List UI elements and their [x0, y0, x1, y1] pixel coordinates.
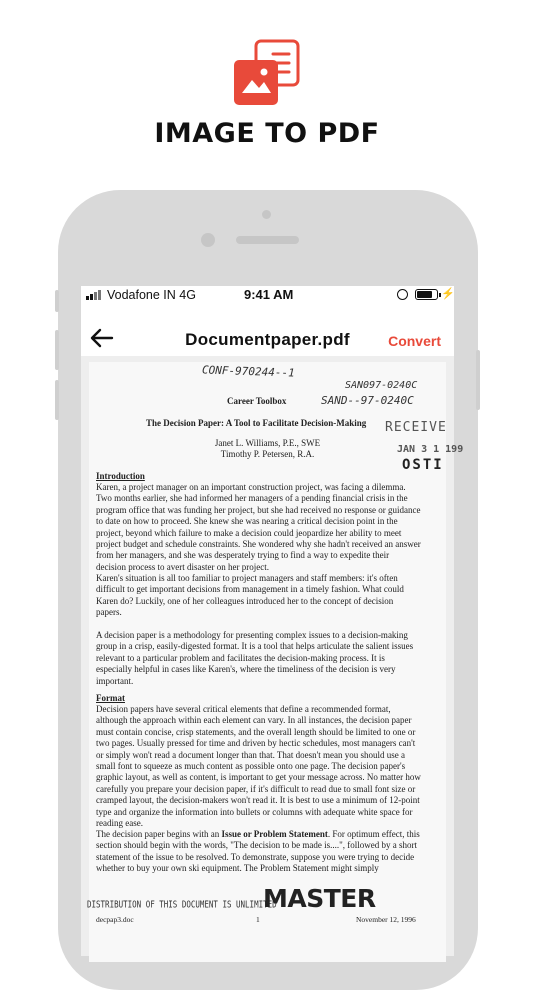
document-page: [87, 362, 464, 962]
osti-stamp: OSTI: [402, 457, 444, 473]
paragraph-5: The decision paper begins with an Issue or Problem Statement. For optimum effect, this section should begin with the words, "The decision to be made is....", followed by a short statement of the issue to be resolved. To demonstrate, suppose you were trying to decide whether to buy your own ski equipment. The Problem Statement might simply: [96, 829, 420, 874]
status-time: 9:41 AM: [244, 287, 294, 302]
series-title: Career Toolbox: [227, 396, 287, 406]
paragraph-2: Karen's situation is all too familiar to project managers and staff members: it's often difficult to get important decisions from management in a timely fashion. What could Karen do? Luckily, one of her colleagues introduced her to the concept of decision papers.: [96, 573, 404, 618]
image-to-pdf-icon: [233, 40, 301, 106]
handwritten-number-3: SAND--97-0240C: [321, 394, 414, 407]
distribution-stamp: DISTRIBUTION OF THIS DOCUMENT IS UNLIMITED: [87, 898, 277, 911]
author-2: Timothy P. Petersen, R.A.: [220, 449, 315, 459]
convert-button[interactable]: Convert: [388, 333, 441, 349]
phone-volume-down: [55, 380, 59, 420]
phone-speaker: [236, 236, 299, 244]
footer-date: November 12, 1996: [356, 915, 416, 924]
phone-sensor: [262, 210, 271, 219]
phone-camera: [201, 233, 215, 247]
paragraph-1: Karen, a project manager on an important construction project, was facing a dilemma. Two months earlier, she had informed her managers of a pending financial crisis in the program office that was funding her project, but she had received no response or guidance to date on how to proceed. She knew she was nearing a critical decision point in the project, beyond which failure to make a decision could jeopardize her ability to meet project budget and schedule constraints. She wondered why she hadn't received an answer from her managers, and she was desperately trying to find a way to expedite their decision process to avert disaster on her project.: [96, 482, 421, 572]
charging-icon: ⚡: [441, 288, 455, 300]
status-bar: [81, 286, 454, 306]
paragraph-3: A decision paper is a methodology for presenting complex issues to a decision-making group in a crisp, easily-digested format. It is a tool that helps articulate the salient issues relevant to a particular problem and facilitates the decision-making process. It is especially helpful in cases like Karen's, where the timeliness of the decision is very important.: [96, 630, 414, 686]
document-title: Documentpaper.pdf: [185, 330, 350, 349]
hero-title: IMAGE TO PDF: [154, 118, 380, 149]
phone-screen: [81, 286, 464, 950]
intro-heading: Introduction: [96, 471, 145, 481]
phone-side-button: [55, 290, 59, 312]
issue-statement-term: Issue or Problem Statement: [221, 829, 328, 839]
format-heading: Format: [96, 693, 125, 703]
carrier-name: Vodafone IN 4G: [107, 288, 196, 302]
date-stamp: JAN 3 1 199: [397, 444, 464, 455]
footer-filename: decpap3.doc: [96, 915, 134, 924]
phone-power-button: [476, 350, 480, 410]
paper-title: The Decision Paper: A Tool to Facilitate Decision-Making: [146, 418, 367, 428]
received-stamp: RECEIVE: [385, 420, 447, 435]
footer-page-number: 1: [256, 915, 260, 924]
author-1: Janet L. Williams, P.E., SWE: [214, 438, 321, 448]
paragraph-4: Decision papers have several critical elements that define a recommended format, although the approach within each element can vary. In all instances, the decision paper must contain concise, crisp statements, and the overall length should be limited to one or two pages. Usually pressed for time and driven by hectic schedules, most managers can't or simply won't read a document longer than that. That doesn't mean you should use a small font to squeeze as much content as possible onto one page. The decision paper's graphic layout, as well as content, is important to get your message across. No matter how carefully you prepare your decision paper, if it's difficult to read due to small font size or cramped layout, the decision-makers won't read it. It is best to use a minimum of 12-point type and organize the information into bullets or columns with adequate white space for reading ease.: [96, 704, 421, 829]
handwritten-number-1: CONF-970244--1: [201, 363, 295, 380]
master-stamp: MASTER: [263, 884, 376, 913]
rotation-lock-icon: [397, 289, 408, 300]
battery-icon: [415, 289, 438, 300]
phone-volume-up: [55, 330, 59, 370]
handwritten-number-2: SAN097-0240C: [345, 380, 418, 391]
back-arrow-icon[interactable]: [90, 328, 114, 348]
signal-icon: [86, 290, 102, 300]
